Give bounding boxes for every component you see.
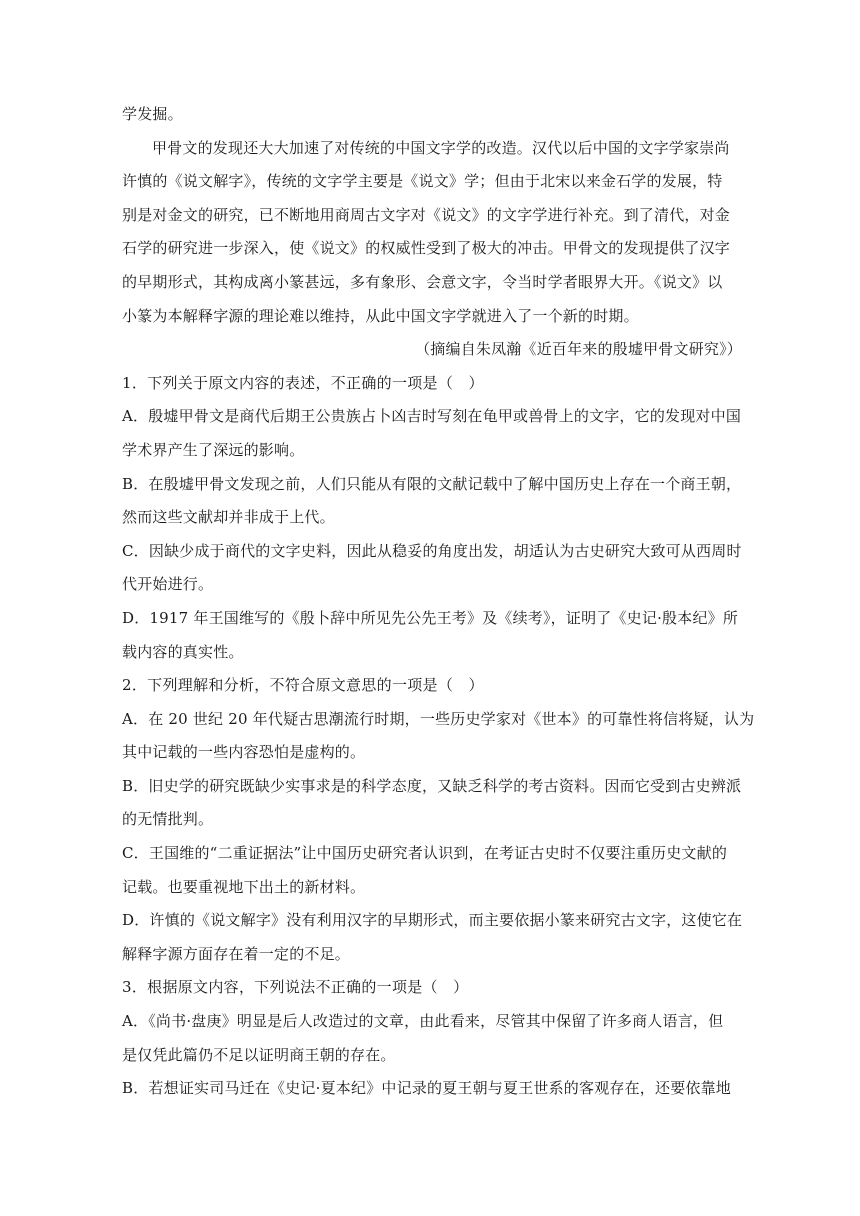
passage-line: 许慎的《说文解字》，传统的文字学主要是《说文》学；但由于北宋以来金石学的发展，特: [122, 172, 723, 191]
option-line: 载内容的真实性。: [122, 642, 244, 661]
option-line: 其中记载的一些内容恐怕是虚构的。: [122, 743, 366, 762]
passage-line: 学发掘。: [122, 105, 183, 123]
option-line: A．在 20 世纪 20 年代疑古思潮流行时期，一些历史学家对《世本》的可靠性将信将疑，认为: [122, 709, 755, 728]
option-line: 解释字源方面存在着一定的不足。: [122, 944, 351, 963]
question-stem: 3．根据原文内容，下列说法不正确的一项是（ ）: [122, 978, 469, 997]
option-line: 记载。也要重视地下出土的新材料。: [122, 877, 366, 896]
question-stem: 2．下列理解和分析，不符合原文意思的一项是（ ）: [122, 676, 484, 695]
option-line: B．旧史学的研究既缺少实事求是的科学态度，又缺乏科学的考古资料。因而它受到古史辨派: [122, 776, 742, 795]
option-line: D．1917 年王国维写的《殷卜辞中所见先公先王考》及《续考》，证明了《史记·殷本纪》所: [122, 608, 739, 627]
option-line: 代开始进行。: [122, 575, 214, 594]
document-page: [122, 104, 755, 1112]
passage-line: 的早期形式，其构成离小篆甚远，多有象形、会意文字，令当时学者眼界大开。《说文》以: [122, 272, 723, 291]
option-line: D．许慎的《说文解字》没有利用汉字的早期形式，而主要依据小篆来研究古文字，这使它在: [122, 911, 743, 930]
option-line: 是仅凭此篇仍不足以证明商王朝的存在。: [122, 1045, 396, 1064]
passage-line: 小篆为本解释字源的理论难以维持，从此中国文字学就进入了一个新的时期。: [122, 306, 639, 325]
option-line: A．殷墟甲骨文是商代后期王公贵族占卜凶吉时写刻在龟甲或兽骨上的文字，它的发现对中国: [122, 407, 742, 426]
passage-line: 别是对金文的研究，已不断地用商周古文字对《说文》的文字学进行补充。到了清代，对金: [122, 205, 731, 224]
option-line: 然而这些文献却并非成于上代。: [122, 508, 335, 527]
question-stem: 1．下列关于原文内容的表述，不正确的一项是（ ）: [122, 373, 484, 392]
option-line: 学术界产生了深远的影响。: [122, 440, 305, 459]
passage-line: 甲骨文的发现还大大加速了对传统的中国文字学的改造。汉代以后中国的文字学家崇尚: [152, 138, 730, 157]
option-line: B．在殷墟甲骨文发现之前，人们只能从有限的文献记载中了解中国历史上存在一个商王朝，: [122, 474, 742, 493]
option-line: C．王国维的“二重证据法”让中国历史研究者认识到，在考证古史时不仅要注重历史文献的: [122, 844, 728, 863]
option-line: B．若想证实司马迁在《史记·夏本纪》中记录的夏王朝与夏王世系的客观存在，还要依靠地: [122, 1079, 731, 1098]
source-citation: （摘编自朱凤瀚《近百年来的殷墟甲骨文研究》）: [415, 340, 742, 359]
option-line: A．《尚书·盘庚》明显是后人改造过的文章，由此看来，尽管其中保留了许多商人语言，但: [122, 1012, 724, 1031]
option-line: C．因缺少成于商代的文字史料，因此从稳妥的角度出发，胡适认为古史研究大致可从西周时: [122, 541, 742, 560]
passage-line: 石学的研究进一步深入，使《说文》的权威性受到了极大的冲击。甲骨文的发现提供了汉字: [122, 239, 731, 258]
option-line: 的无情批判。: [122, 810, 214, 829]
